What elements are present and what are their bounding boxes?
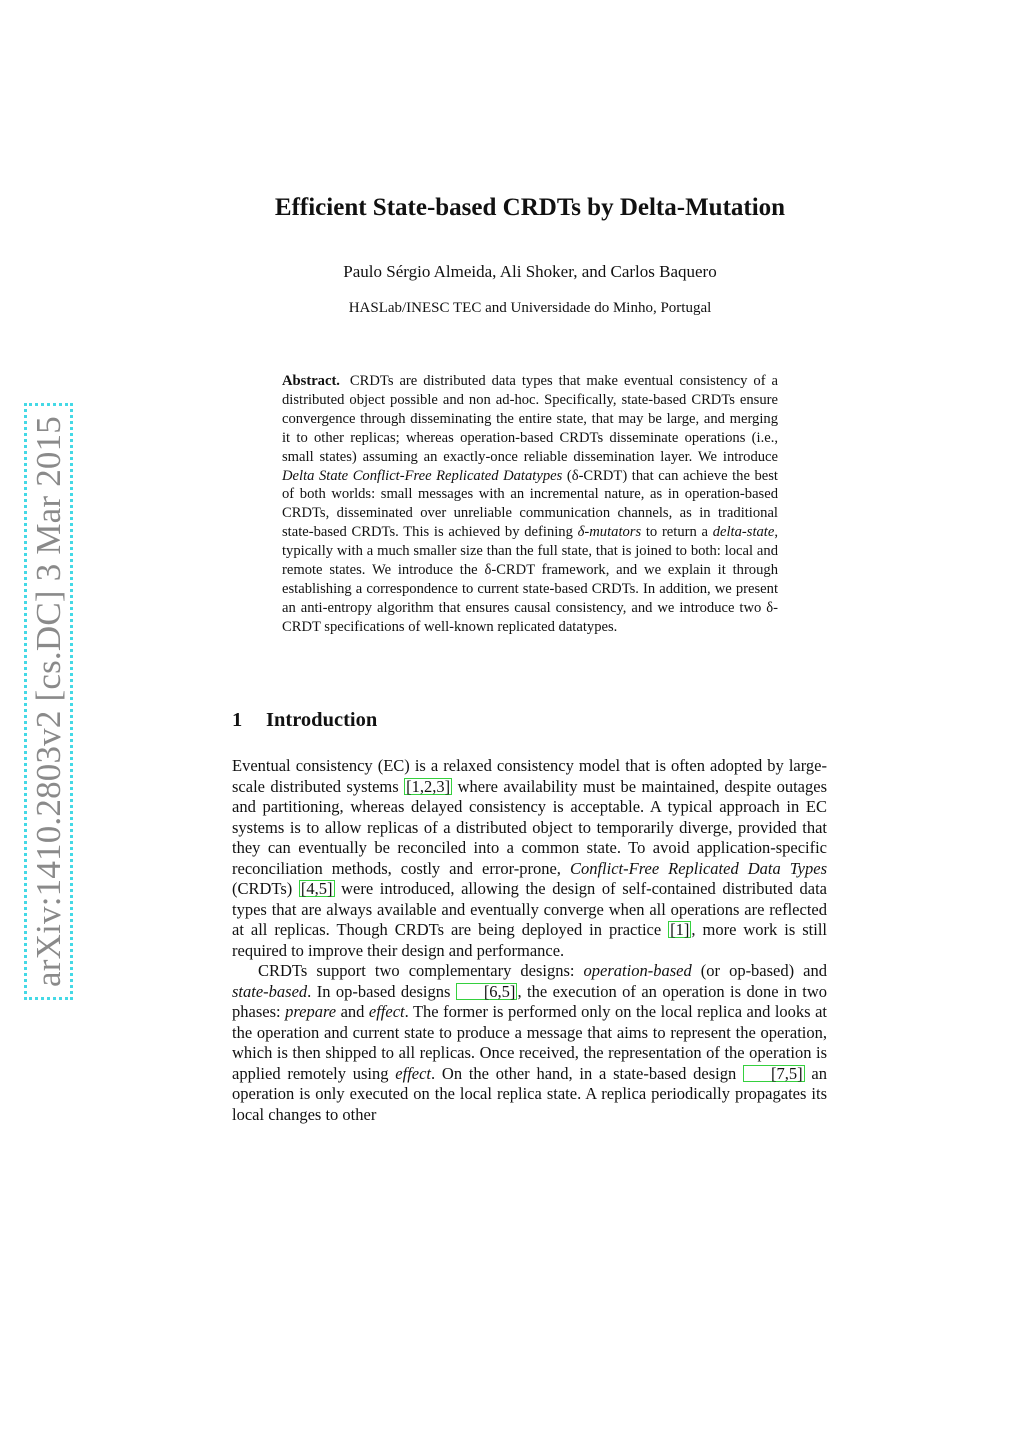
citation-link[interactable]: [1,2,3] — [406, 776, 451, 796]
body-emphasis: operation-based — [583, 961, 692, 980]
author-list: Paulo Sérgio Almeida, Ali Shoker, and Carlos Baquero — [343, 262, 717, 281]
abstract-emphasis: Delta State Conflict-Free Replicated Datatypes — [282, 467, 563, 484]
body-text: and — [336, 1002, 369, 1021]
introduction-body — [232, 756, 827, 1125]
abstract — [282, 372, 778, 637]
citation-link[interactable]: [7,5] — [743, 1065, 805, 1082]
abstract-heading: Abstract. — [282, 373, 340, 389]
section-heading — [232, 709, 377, 732]
body-text: . The former is performed only on the local replica and looks at the operation and current state to produce a message that aims to represent the operation, which is then shipped to all replicas. Once received, the representation of the operation is applied remotely using — [232, 1002, 827, 1083]
citation-link[interactable]: [1] — [670, 920, 690, 939]
citation-link[interactable]: [4,5] — [300, 879, 333, 898]
abstract-emphasis: δ-mutators — [577, 524, 642, 541]
body-emphasis: effect — [368, 1002, 405, 1021]
body-text: an operation is only executed on the local replica state. A replica periodically propagates its local changes to other — [232, 1063, 827, 1124]
abstract-text: (δ-CRDT) that can achieve the best of both worlds: small messages with an incremental nature, as in operation-based CRDTs, disseminated over unreliable communication channels, as in traditional state-based CRDTs. This is achieved by defining — [282, 467, 778, 541]
section-number: 1 — [232, 709, 243, 731]
abstract-emphasis: delta-state — [712, 524, 775, 541]
body-text: , more work is still required to improve their design and performance. — [232, 920, 827, 960]
body-text: . On the other hand, in a state-based design — [431, 1063, 744, 1083]
body-text: (or op-based) and — [691, 961, 828, 980]
arxiv-stamp[interactable]: arXiv:1410.2803v2 [cs.DC] 3 Mar 2015 — [24, 403, 73, 1000]
paragraph — [232, 756, 827, 961]
body-text: . In op-based designs — [307, 981, 456, 1001]
abstract-text: to return a — [641, 524, 713, 541]
abstract-text: CRDTs are distributed data types that make eventual consistency of a distributed object possible and non ad-hoc. Specifically, state-based CRDTs ensure convergence through disseminating the entire state, that may be large, and merging it to other replicas; whereas operation-based CRDTs disseminate operations (i.e., small states) assuming an exactly-once reliable dissemination layer. We introduce — [282, 373, 778, 465]
body-text: , the execution of an operation is done in two phases: — [232, 981, 828, 1021]
body-text: (CRDTs) — [232, 879, 299, 898]
abstract-text: , typically with a much smaller size than the full state, that is joined to both: local and remote states. We introduce the δ-CRDT framework, and we explain it through establishing a correspondence to current state-based CRDTs. In addition, we present an anti-entropy algorithm that ensures causal consistency, and we introduce two δ-CRDT specifications of well-known replicated datatypes. — [282, 524, 778, 635]
body-text: where availability must be maintained, despite outages and partitioning, whereas delayed consistency is acceptable. A typical approach in EC systems is to allow replicas of a distributed object to temporarily diverge, provided that they can eventually be reconciled into a common state. To avoid application-specific reconciliation methods, costly and error-prone, — [232, 776, 827, 878]
citation-link[interactable]: [6,5] — [456, 983, 518, 1000]
body-text: were introduced, allowing the design of self-contained distributed data types that are always available and eventually converge when all operations are reflected at all replicas. Though CRDTs are being deployed in practice — [232, 879, 828, 939]
body-text: CRDTs support two complementary designs: — [258, 961, 584, 980]
paragraph — [232, 961, 827, 1125]
affiliation: HASLab/INESC TEC and Universidade do Minho, Portugal — [348, 300, 712, 316]
paper-title: Efficient State-based CRDTs by Delta-Mutation — [274, 194, 786, 221]
body-emphasis: effect — [395, 1063, 432, 1083]
body-emphasis: state-based — [232, 981, 308, 1001]
body-emphasis: Conflict-Free Replicated Data Types — [569, 858, 827, 878]
section-title: Introduction — [266, 709, 378, 731]
body-emphasis: prepare — [285, 1002, 337, 1021]
body-text: Eventual consistency (EC) is a relaxed consistency model that is often adopted by large-scale distributed systems — [232, 756, 827, 796]
